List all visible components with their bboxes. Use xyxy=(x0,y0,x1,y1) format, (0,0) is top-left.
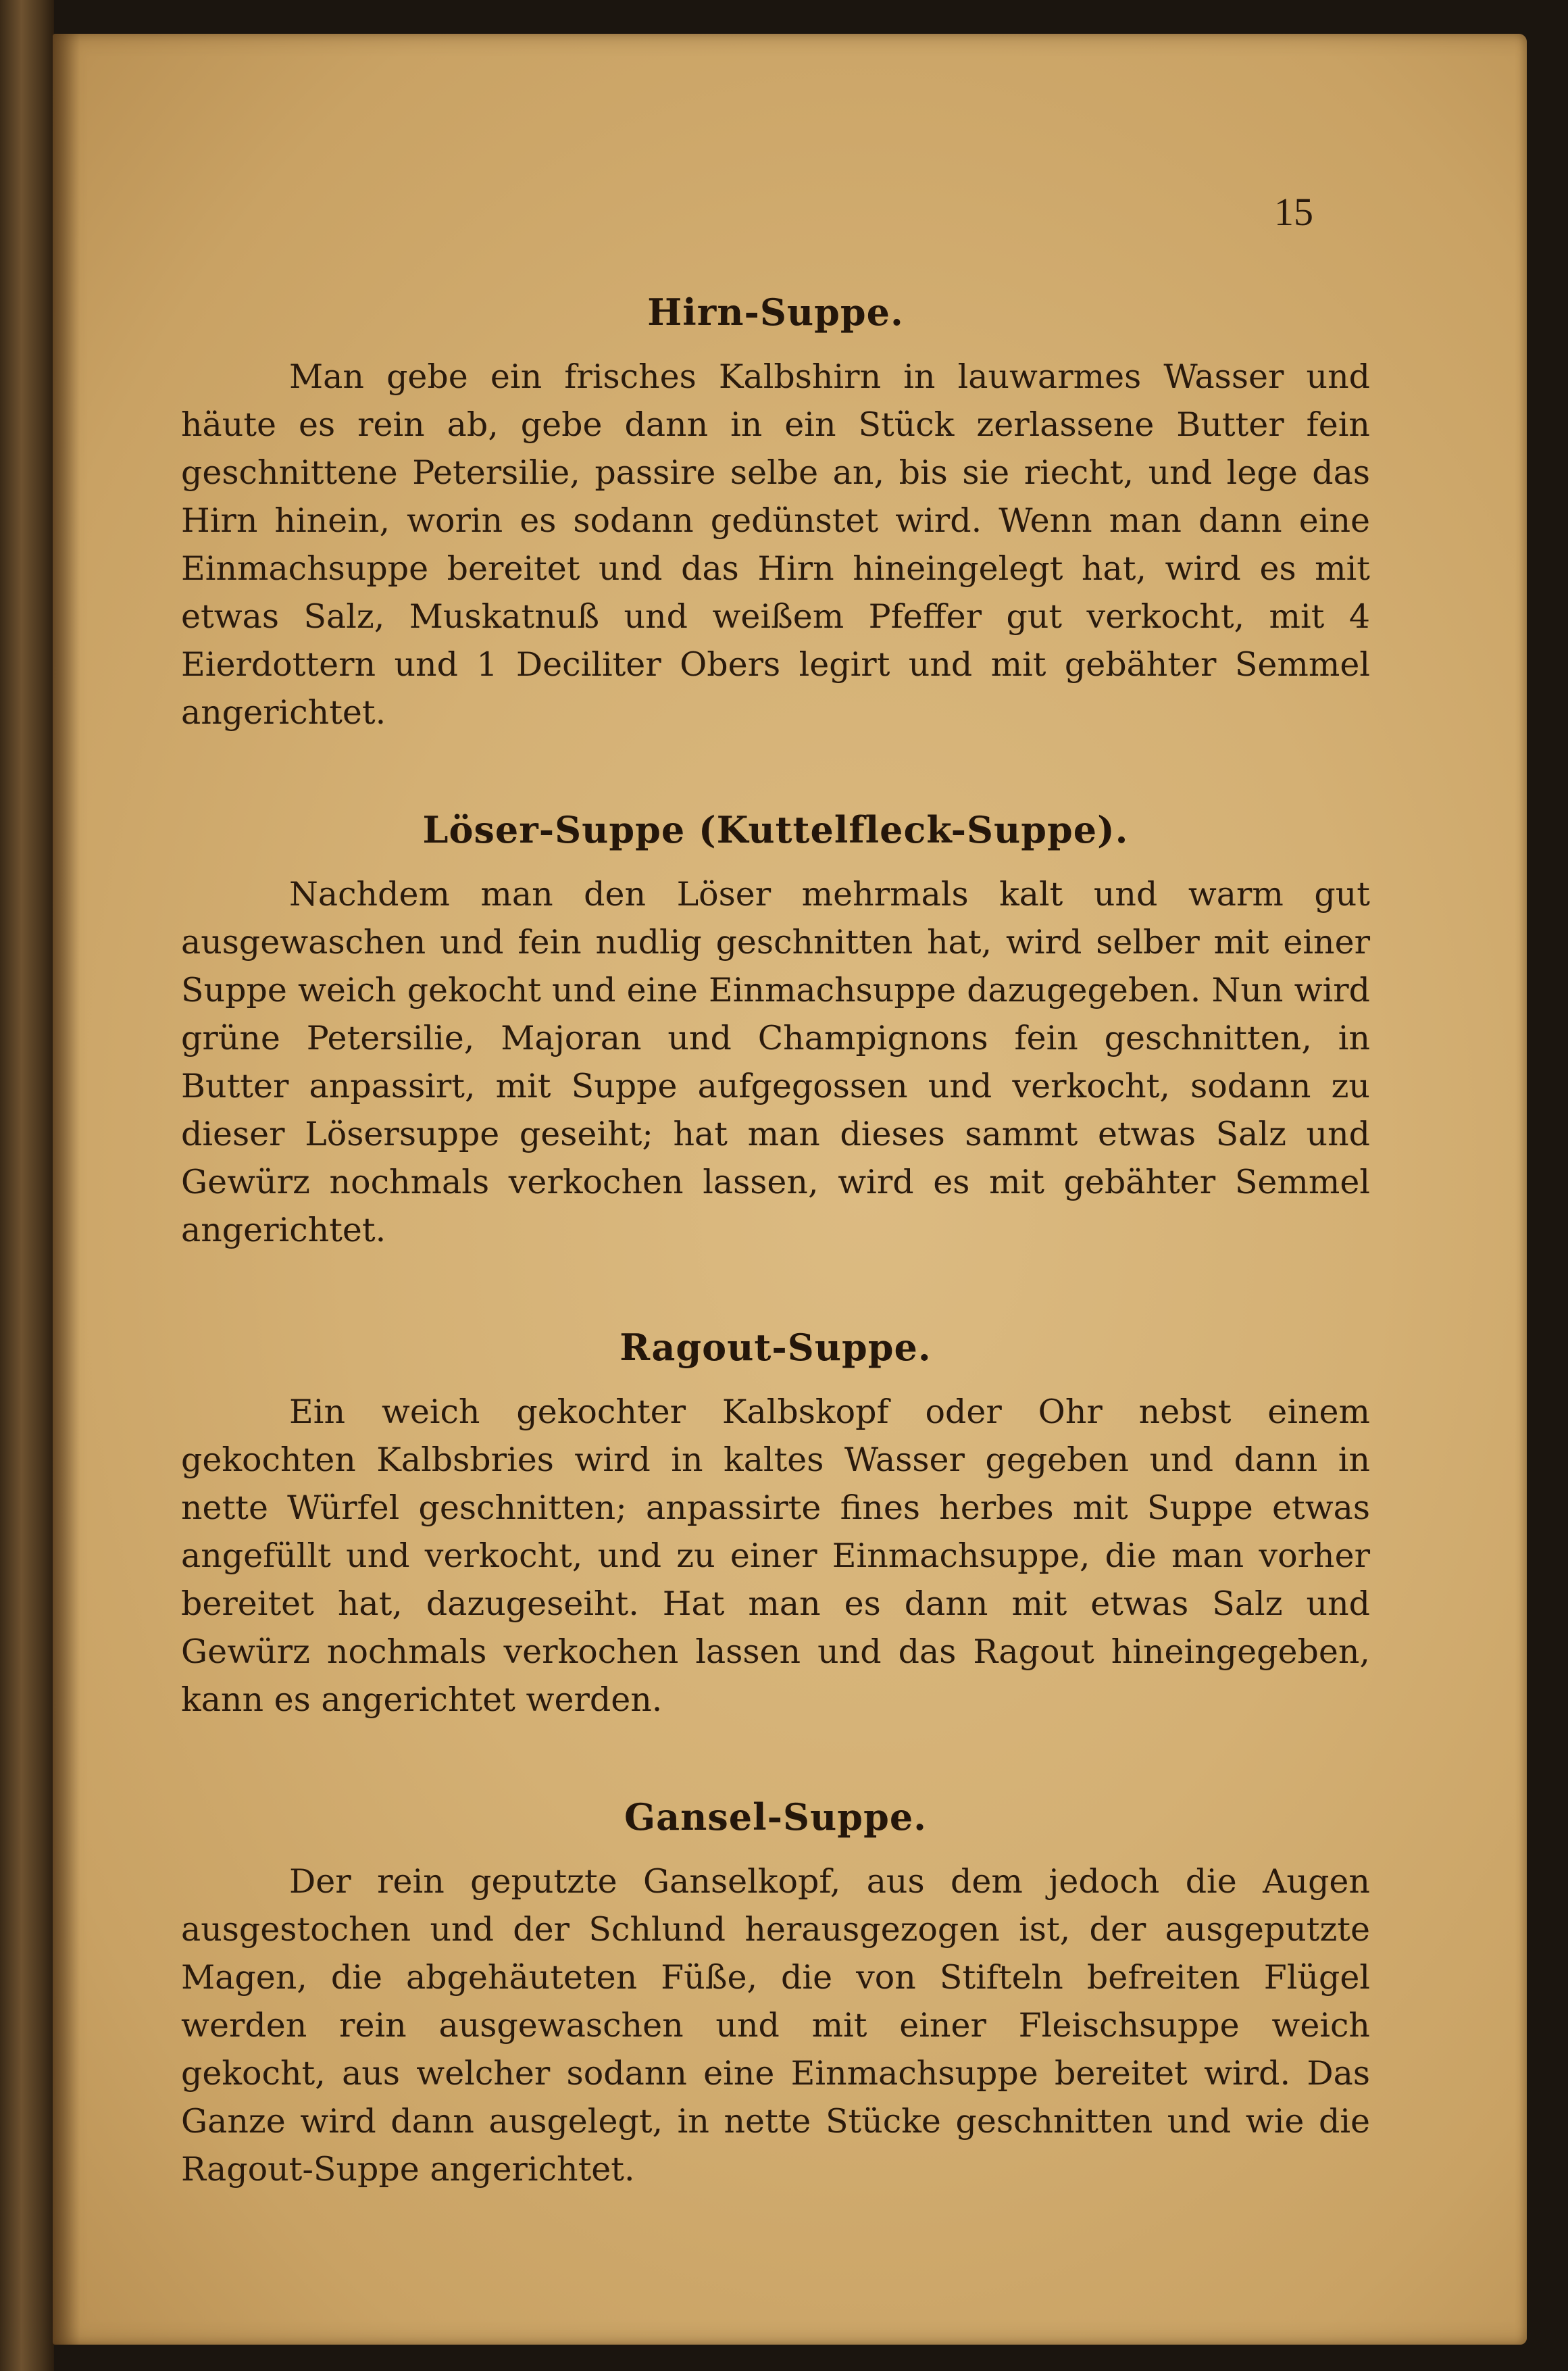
recipe-heading: Ragout-Suppe. xyxy=(619,1326,932,1369)
recipe-section xyxy=(181,1326,1370,1724)
book-page xyxy=(53,34,1527,2345)
recipe-text: Ein weich gekochter Kalbskopf oder Ohr nebst einem gekochten Kalbsbries wird in kaltes Wasser gegeben und dann in nette Würfel geschnitten; anpassirte fines herbes mit Suppe etwas angefüllt und verkocht, und zu einer Einmachsuppe, die man vorher bereitet hat, dazugeseiht. Hat man es dann mit etwas Salz und Gewürz nochmals verkochen lassen und das Ragout hineingegeben, kann es angerichtet werden. xyxy=(181,1393,1370,1719)
page-content xyxy=(181,291,1370,2193)
recipe-heading: Hirn-Suppe. xyxy=(647,291,904,334)
recipe-heading: Löser-Suppe (Kuttelfleck-Suppe). xyxy=(422,808,1129,851)
recipe-section xyxy=(181,808,1370,1254)
spine-shadow xyxy=(53,34,80,2345)
recipe-text: Der rein geputzte Ganselkopf, aus dem jedoch die Augen ausgestochen und der Schlund herausgezogen ist, der ausgeputzte Magen, die abgehäuteten Füße, die von Stifteln befreiten Flügel werden rein ausgewaschen und mit einer Fleischsuppe weich gekocht, aus welcher sodann eine Einmachsuppe bereitet wird. Das Ganze wird dann ausgelegt, in nette Stücke geschnitten und wie die Ragout-Suppe angerichtet. xyxy=(181,1862,1370,2189)
book-binding-edge xyxy=(0,0,54,2371)
recipe-section xyxy=(181,1795,1370,2193)
recipe-text: Nachdem man den Löser mehrmals kalt und warm gut ausgewaschen und fein nudlig geschnitten hat, wird selber mit einer Suppe weich gekocht und eine Einmachsuppe dazugegeben. Nun wird grüne Petersilie, Majoran und Champignons fein geschnitten, in Butter anpassirt, mit Suppe aufgegossen und verkocht, sodann zu dieser Lösersuppe geseiht; hat man dieses sammt etwas Salz und Gewürz nochmals verkochen lassen, wird es mit gebähter Semmel angerichtet. xyxy=(181,875,1370,1249)
recipe-text: Man gebe ein frisches Kalbshirn in lauwarmes Wasser und häute es rein ab, gebe dann in ein Stück zerlassene Butter fein geschnittene Petersilie, passire selbe an, bis sie riecht, und lege das Hirn hinein, worin es sodann gedünstet wird. Wenn man dann eine Einmachsuppe bereitet und das Hirn hineingelegt hat, wird es mit etwas Salz, Muskatnuß und weißem Pfeffer gut verkocht, mit 4 Eierdottern und 1 Deciliter Obers legirt und mit gebähter Semmel angerichtet. xyxy=(181,357,1370,732)
recipe-heading: Gansel-Suppe. xyxy=(624,1795,927,1839)
recipe-section xyxy=(181,291,1370,737)
page-number: 15 xyxy=(1274,190,1313,234)
